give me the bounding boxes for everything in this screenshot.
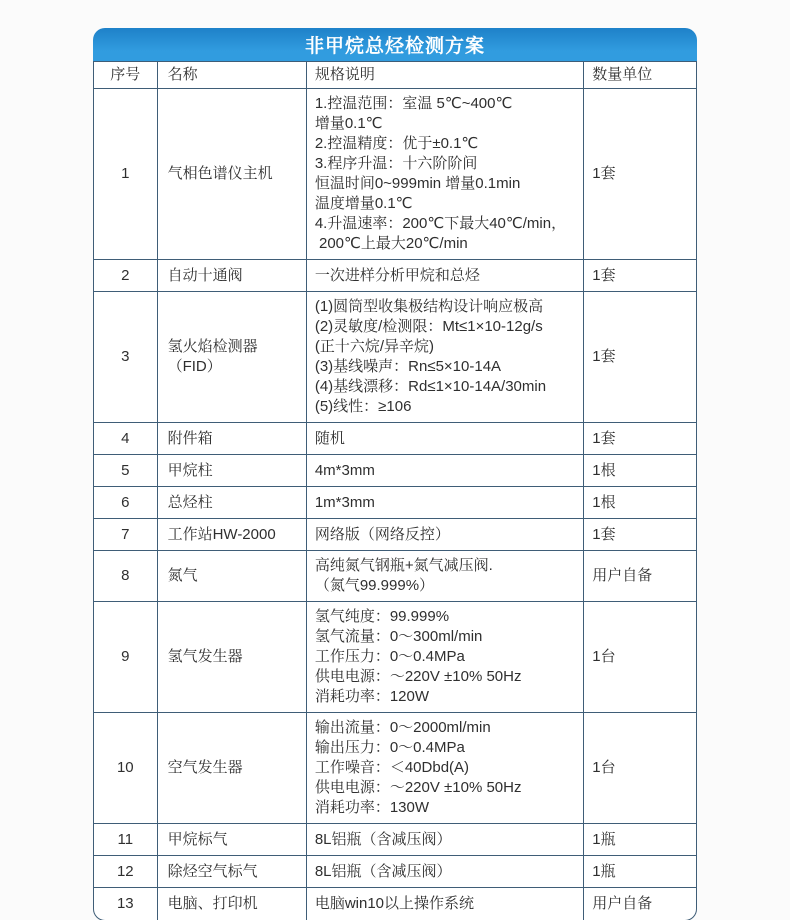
spec-line: 氢气纯度：99.999% xyxy=(314,608,450,625)
spec-cell xyxy=(306,824,583,856)
row-number-cell: 12 xyxy=(94,856,157,888)
column-header: 数量单位 xyxy=(584,62,696,89)
spec-line: (5)线性：≥106 xyxy=(314,398,412,415)
spec-line: 消耗功率：120W xyxy=(314,688,430,705)
quantity-cell: 1台 xyxy=(584,602,696,713)
table-row xyxy=(94,423,696,455)
table-header xyxy=(94,62,696,89)
quantity-cell: 1瓶 xyxy=(584,824,696,856)
spec-line: 4m*3mm xyxy=(314,461,375,479)
table-row xyxy=(94,551,696,602)
spec-cell xyxy=(306,487,583,519)
item-name-cell: 附件箱 xyxy=(157,423,306,455)
row-number-cell: 9 xyxy=(94,602,157,713)
spec-table xyxy=(94,62,696,920)
row-number-cell: 2 xyxy=(94,260,157,292)
item-name-cell: 甲烷柱 xyxy=(157,455,306,487)
spec-cell xyxy=(306,292,583,423)
spec-line: 随机 xyxy=(314,429,345,447)
item-name-cell: 除烃空气标气 xyxy=(157,856,306,888)
spec-line: 温度增量0.1℃ xyxy=(314,195,413,212)
quantity-cell: 1根 xyxy=(584,455,696,487)
table-row xyxy=(94,713,696,824)
spec-table-wrapper xyxy=(93,61,697,920)
table-row xyxy=(94,260,696,292)
quantity-cell: 1瓶 xyxy=(584,856,696,888)
table-row xyxy=(94,824,696,856)
spec-cell xyxy=(306,856,583,888)
row-number-cell: 6 xyxy=(94,487,157,519)
table-body xyxy=(94,89,696,920)
item-name-cell: 工作站HW-2000 xyxy=(157,519,306,551)
spec-line: 1m*3mm xyxy=(314,493,375,511)
quantity-cell: 1套 xyxy=(584,519,696,551)
row-number-cell: 4 xyxy=(94,423,157,455)
spec-cell xyxy=(306,423,583,455)
spec-line: 恒温时间0~999min 增量0.1min xyxy=(314,175,521,192)
item-name-cell: 氢火焰检测器（FID） xyxy=(157,292,306,423)
table-row xyxy=(94,519,696,551)
item-name-cell: 氮气 xyxy=(157,551,306,602)
spec-line: 工作噪音：＜40Dbd(A) xyxy=(314,759,470,776)
spec-line: 供电电源：～220V ±10% 50Hz xyxy=(314,668,522,685)
spec-cell xyxy=(306,455,583,487)
row-number-cell: 10 xyxy=(94,713,157,824)
table-row xyxy=(94,856,696,888)
spec-line: 8L铝瓶（含减压阀） xyxy=(314,830,452,848)
row-number-cell: 8 xyxy=(94,551,157,602)
spec-line: (1)圆筒型收集极结构设计响应极高 xyxy=(314,298,544,315)
item-name-cell: 氢气发生器 xyxy=(157,602,306,713)
spec-line: 3.程序升温：十六阶阶间 xyxy=(314,155,478,172)
spec-cell xyxy=(306,260,583,292)
item-name-cell: 空气发生器 xyxy=(157,713,306,824)
quantity-cell: 1套 xyxy=(584,292,696,423)
table-row xyxy=(94,487,696,519)
spec-cell xyxy=(306,602,583,713)
table-row xyxy=(94,888,696,920)
spec-cell xyxy=(306,713,583,824)
row-number-cell: 13 xyxy=(94,888,157,920)
spec-line: 4.升温速率：200℃下最大40℃/min， xyxy=(314,215,567,232)
quantity-cell: 用户自备 xyxy=(584,551,696,602)
column-header: 序号 xyxy=(94,62,157,89)
spec-line: 2.控温精度：优于±0.1℃ xyxy=(314,135,479,152)
spec-line: 1.控温范围：室温 5℃~400℃ xyxy=(314,95,513,112)
spec-line: 输出压力：0～0.4MPa xyxy=(314,739,465,756)
item-name-cell: 总烃柱 xyxy=(157,487,306,519)
spec-line: 网络版（网络反控） xyxy=(314,525,450,543)
spec-cell xyxy=(306,888,583,920)
quantity-cell: 1套 xyxy=(584,89,696,260)
table-row xyxy=(94,455,696,487)
spec-cell xyxy=(306,89,583,260)
column-header: 规格说明 xyxy=(306,62,583,89)
page-title: 非甲烷总烃检测方案 xyxy=(304,36,485,57)
spec-line: 一次进样分析甲烷和总烃 xyxy=(314,266,480,284)
quantity-cell: 1套 xyxy=(584,260,696,292)
spec-line: (3)基线噪声：Rn≤5×10-14A xyxy=(314,358,502,375)
spec-line: (正十六烷/异辛烷) xyxy=(314,338,434,355)
spec-cell xyxy=(306,519,583,551)
table-title-banner xyxy=(93,28,697,61)
spec-line: 氢气流量：0～300ml/min xyxy=(314,628,483,645)
item-name-cell: 自动十通阀 xyxy=(157,260,306,292)
quantity-cell: 1套 xyxy=(584,423,696,455)
spec-line: （氮气99.999%） xyxy=(314,577,435,594)
spec-line: 高纯氮气钢瓶+氮气减压阀. xyxy=(314,557,493,574)
quantity-cell: 用户自备 xyxy=(592,894,653,912)
quantity-cell: 1根 xyxy=(584,487,696,519)
table-row xyxy=(94,292,696,423)
spec-line: 200℃上最大20℃/min xyxy=(314,235,468,252)
spec-line: 工作压力：0～0.4MPa xyxy=(314,648,465,665)
row-number-cell: 7 xyxy=(94,519,157,551)
item-name-cell: 电脑、打印机 xyxy=(157,888,306,920)
item-name-cell: 气相色谱仪主机 xyxy=(157,89,306,260)
spec-line: 电脑win10以上操作系统 xyxy=(314,894,475,912)
spec-cell xyxy=(306,551,583,602)
spec-line: (4)基线漂移：Rd≤1×10-14A/30min xyxy=(314,378,547,395)
item-name-cell: 甲烷标气 xyxy=(157,824,306,856)
row-number-cell: 11 xyxy=(94,824,157,856)
row-number-cell: 3 xyxy=(94,292,157,423)
spec-line: 供电电源：～220V ±10% 50Hz xyxy=(314,779,522,796)
row-number-cell: 5 xyxy=(94,455,157,487)
spec-line: (2)灵敏度/检测限：Mt≤1×10-12g/s xyxy=(314,318,543,335)
column-header: 名称 xyxy=(157,62,306,89)
table-row xyxy=(94,602,696,713)
spec-line: 消耗功率：130W xyxy=(314,799,430,816)
spec-line: 输出流量：0～2000ml/min xyxy=(314,719,491,736)
row-number-cell: 1 xyxy=(94,89,157,260)
spec-line: 增量0.1℃ xyxy=(314,115,383,132)
detection-plan-card xyxy=(93,28,697,920)
table-row xyxy=(94,89,696,260)
spec-line: 8L铝瓶（含减压阀） xyxy=(314,862,452,880)
quantity-cell: 1台 xyxy=(584,713,696,824)
header-row xyxy=(94,62,696,89)
